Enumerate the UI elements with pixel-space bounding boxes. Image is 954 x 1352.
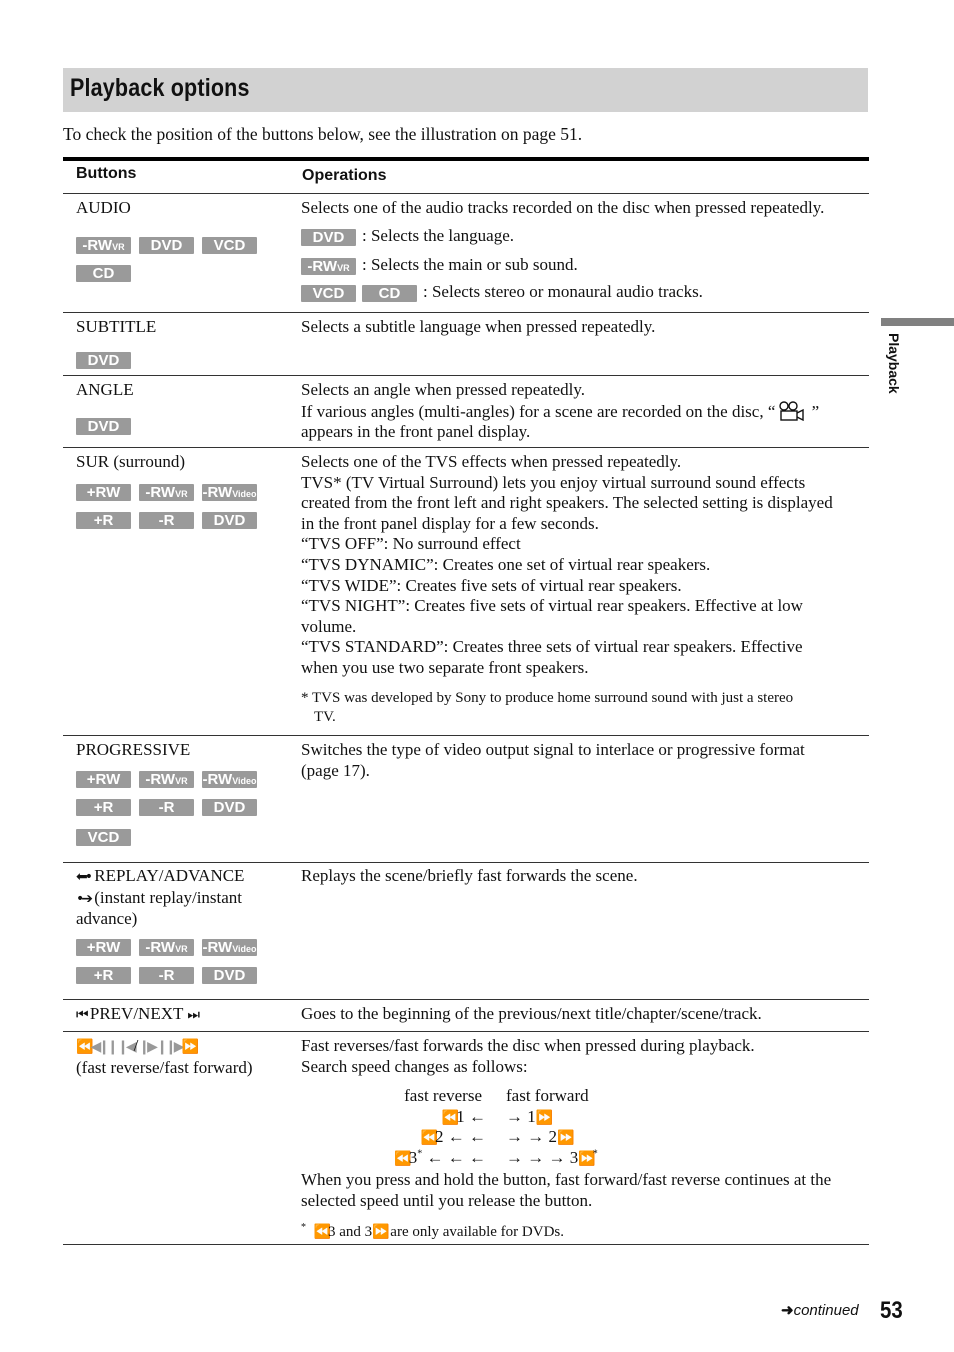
row-divider [63, 447, 869, 448]
prevnext-operation: Goes to the beginning of the previous/next title/chapter/scene/track. [301, 1004, 762, 1023]
row-divider [63, 1031, 869, 1032]
button-subtitle: SUBTITLE [76, 317, 157, 336]
button-prev-next: ⏮ PREV/NEXT ⏭ [76, 1004, 197, 1023]
replay-disc-badges [76, 933, 291, 989]
table-bottom-rule [63, 1244, 869, 1245]
badge-dvd: DVD [76, 418, 131, 435]
prev-icon: ⏮ [76, 1007, 86, 1023]
intro-text: To check the position of the buttons below, see the illustration on page 51. [63, 124, 583, 144]
fast-footnote: * ⏪3 and 3⏩ are only available for DVDs. [301, 1222, 564, 1240]
fast-operation-hold: When you press and hold the button, fast forward/fast reverse continues at the selected speed until you release the button. [301, 1170, 832, 1210]
badge-vcd: VCD [301, 285, 356, 302]
progressive-operation: Switches the type of video output signal to interlace or progressive format (page 17). [301, 740, 805, 780]
badge-rwvr: -RWVR [139, 771, 194, 788]
speed-header-reverse: fast reverse [404, 1086, 482, 1105]
search-speed-table [356, 1086, 656, 1168]
audio-op-dvd: DVD : Selects the language. [301, 226, 863, 247]
button-angle: ANGLE [76, 380, 134, 399]
badge-plus-rw: +RW [76, 484, 131, 501]
button-progressive: PROGRESSIVE [76, 740, 191, 759]
badge-plus-r: +R [76, 799, 131, 816]
multi-angle-camera-icon [775, 401, 807, 421]
advance-arrow-icon: •➔ [76, 890, 90, 907]
badge-rwvr: -RWVR [301, 258, 356, 275]
fast-forward-icon: ⏩ [372, 1224, 387, 1240]
badge-dvd: DVD [301, 229, 356, 246]
badge-plus-rw: +RW [76, 939, 131, 956]
badge-vcd: VCD [76, 829, 131, 846]
fast-operation: Fast reverses/fast forwards the disc when pressed during playback. Search speed changes as follows: [301, 1036, 755, 1076]
fast-reverse-icon: ⏪ [313, 1224, 328, 1240]
replay-operation: Replays the scene/briefly fast forwards the scene. [301, 866, 638, 885]
row-divider [63, 999, 869, 1000]
badge-rwvr: -RWVR [76, 237, 131, 254]
badge-minus-r: -R [139, 967, 194, 984]
speed-reverse-2: ⏪2 ← ← [420, 1127, 486, 1146]
row-divider [63, 735, 869, 736]
badge-dvd: DVD [76, 352, 131, 369]
badge-rwvideo: -RWVideo [202, 770, 257, 788]
badge-rwvideo: -RWVideo [202, 938, 257, 956]
speed-forward-2: → → 2⏩ [506, 1127, 572, 1146]
side-tab-bar [881, 318, 954, 326]
sur-disc-badges [76, 478, 291, 534]
button-replay-advance: ⬅• REPLAY/ADVANCE •➔ (instant replay/instant advance) [76, 866, 245, 929]
badge-rwvr: -RWVR [139, 939, 194, 956]
badge-vcd: VCD [202, 237, 257, 254]
audio-operation: Selects one of the audio tracks recorded on the disc when pressed repeatedly. [301, 198, 825, 217]
continued-arrow-icon: ➜ [781, 1302, 794, 1319]
badge-rwvideo: -RWVideo [202, 483, 257, 501]
badge-plus-r: +R [76, 967, 131, 984]
row-divider [63, 375, 869, 376]
progressive-disc-badges [76, 765, 291, 853]
slow-reverse-icon: ◀❙❙ ❙◀ [90, 1039, 134, 1055]
row-divider [63, 312, 869, 313]
sur-footnote: * TVS was developed by Sony to produce home surround sound with just a stereo TV. [301, 690, 794, 725]
speed-forward-1: → 1⏩ [506, 1106, 551, 1126]
badge-cd: CD [362, 285, 417, 302]
angle-disc-badges [76, 412, 291, 440]
badge-plus-rw: +RW [76, 771, 131, 788]
badge-minus-r: -R [139, 512, 194, 529]
audio-disc-badges [76, 231, 291, 287]
audio-op-rwvr: -RWVR : Selects the main or sub sound. [301, 255, 863, 276]
badge-dvd: DVD [139, 237, 194, 254]
slow-forward-icon: ❙▶ ❙❙▶ [138, 1039, 182, 1055]
table-top-rule [63, 157, 869, 161]
side-tab: Playback [886, 333, 902, 394]
badge-cd: CD [76, 265, 131, 282]
row-divider [63, 193, 869, 194]
section-title: Playback options [70, 74, 250, 102]
speed-forward-3: → → → 3⏩* [506, 1147, 598, 1167]
sur-operation: Selects one of the TVS effects when pressed repeatedly. TVS* (TV Virtual Surround) lets you enjoy virtual surround sound effects created from the front left and right speakers. The selected setting is displayed in the front panel display for a few seconds. “TVS OFF”: No surround effect “TVS DYNAMIC”: Creates one set of virtual rear speakers. “TVS WIDE”: Creates five sets of virtual rear speakers. “TVS NIGHT”: Creates five sets of virtual rear speakers. Effective at low volume. “TVS STANDARD”: Creates three sets of virtual rear speakers. Effective when you use two separate front speakers. [301, 452, 833, 677]
badge-dvd: DVD [202, 799, 257, 816]
continued-label: ➜continued [781, 1302, 859, 1319]
button-audio: AUDIO [76, 198, 131, 217]
row-divider [63, 862, 869, 863]
badge-minus-r: -R [139, 799, 194, 816]
button-fast-reverse-forward: ⏪◀❙❙ ❙◀/❙▶ ❙❙▶⏩ (fast reverse/fast forward) [76, 1036, 253, 1077]
speed-header-forward: fast forward [506, 1086, 589, 1105]
fast-reverse-icon: ⏪ [76, 1039, 91, 1055]
next-icon: ⏭ [187, 1007, 197, 1023]
column-header-operations: Operations [302, 167, 387, 184]
badge-plus-r: +R [76, 512, 131, 529]
audio-op-vcdcd: VCD CD : Selects stereo or monaural audio tracks. [301, 282, 863, 303]
subtitle-disc-badges [76, 346, 291, 374]
column-header-buttons: Buttons [76, 165, 137, 182]
speed-reverse-1: ⏪1 ← [441, 1106, 486, 1126]
badge-rwvr: -RWVR [139, 484, 194, 501]
fast-forward-icon: ⏩ [181, 1039, 196, 1055]
angle-operation: Selects an angle when pressed repeatedly. If various angles (multi-angles) for a scene are recorded on the disc, “ ” appears in the front panel display. [301, 380, 820, 442]
subtitle-operation: Selects a subtitle language when pressed repeatedly. [301, 317, 656, 336]
badge-dvd: DVD [202, 967, 257, 984]
page-number: 53 [880, 1297, 903, 1324]
replay-arrow-icon: ⬅• [76, 869, 90, 885]
badge-dvd: DVD [202, 512, 257, 529]
button-sur: SUR (surround) [76, 452, 186, 471]
speed-reverse-3: ⏪3* ← ← ← [394, 1147, 486, 1167]
